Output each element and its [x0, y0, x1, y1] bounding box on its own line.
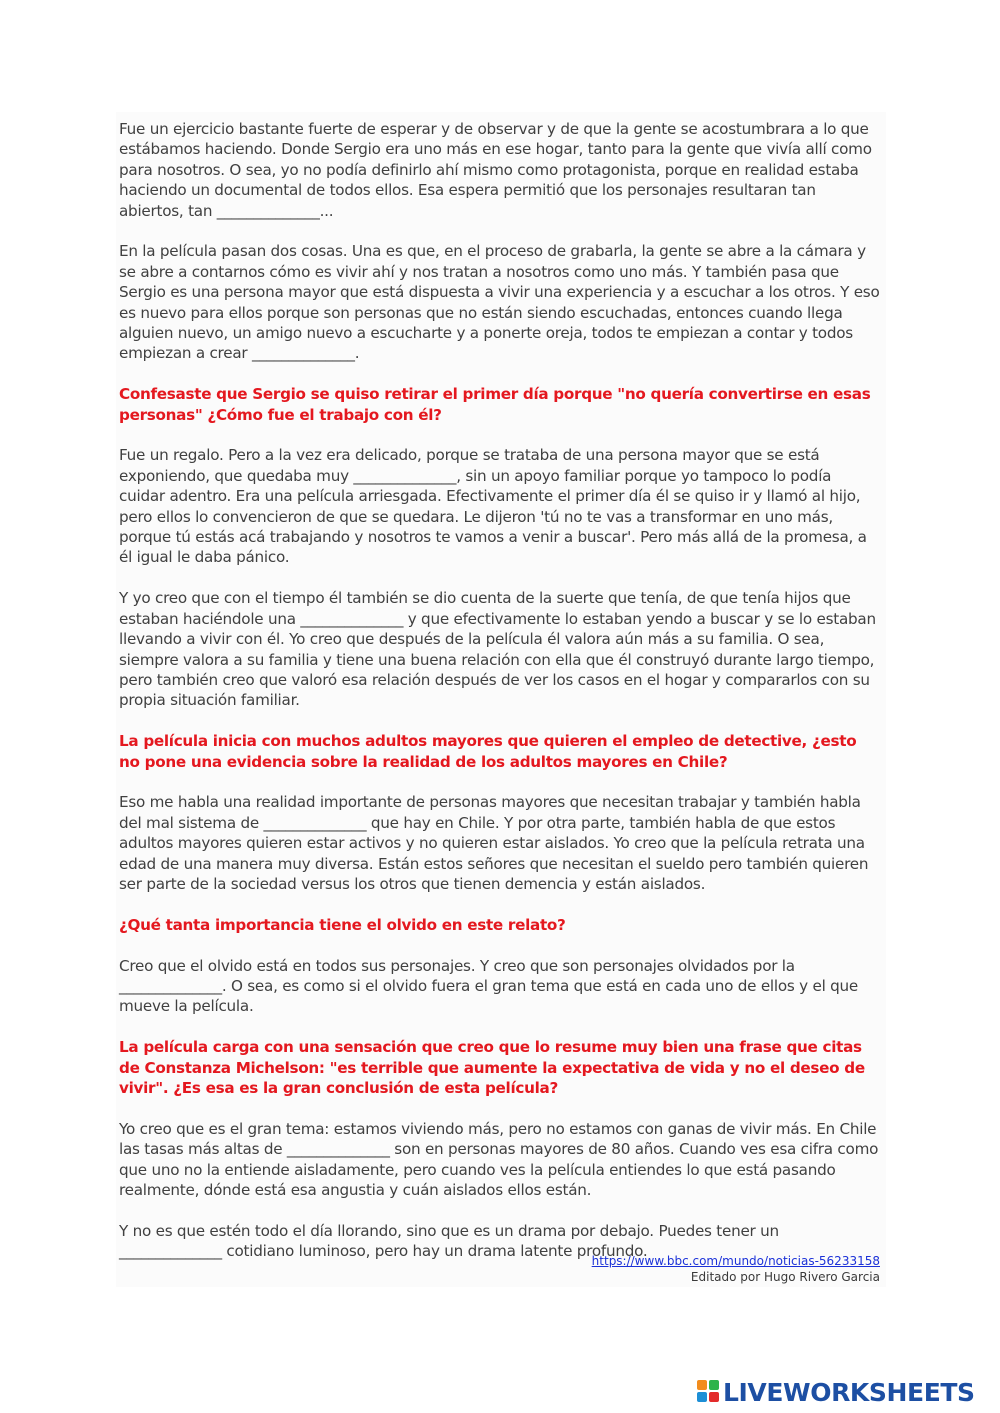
interview-question: ¿Qué tanta importancia tiene el olvido en este relato?	[119, 915, 566, 934]
answer-paragraph: Y yo creo que con el tiempo él también se dio cuenta de la suerte que tenía, de que tenía hijos que estaban haciéndole una ______________ y que efectivamente lo estaban yendo a buscar y se lo estaban llevando a vivir con él. Yo creo que después de la película él valora aún más a su familia. O sea, siempre valora a su familia y tiene una buena relación con ella que él construyó durante largo tiempo, pero también creo que valoró esa relación después de ver los casos en el hogar y compararlos con su propia situación familiar.	[119, 589, 876, 710]
article-body	[119, 119, 881, 1262]
answer-paragraph: Y no es que estén todo el día llorando, sino que es un drama por debajo. Puedes tener un ______________ cotidiano luminoso, pero hay un drama latente profundo.	[119, 1221, 779, 1261]
source-credit	[592, 1253, 880, 1285]
interview-question: La película inicia con muchos adultos mayores que quieren el empleo de detective, ¿esto no pone una evidencia sobre la realidad de los adultos mayores en Chile?	[119, 732, 857, 771]
logo-text: LIVEWORKSHEETS	[723, 1377, 975, 1407]
answer-paragraph: Fue un regalo. Pero a la vez era delicado, porque se trataba de una persona mayor que se está exponiendo, que quedaba muy ______________, sin un apoyo familiar porque yo tampoco lo podía cuidar adentro. Era una película arriesgada. Efectivamente el primer día él se quiso ir y llamó al hijo, pero ellos lo convencieron de que se quedara. Le dijeron 'tú no te vas a transformar en uno más, porque tú estás acá trabajando y nosotros te vamos a venir a buscar'. Pero más allá de la promesa, a él igual le daba pánico.	[119, 446, 867, 567]
answer-paragraph: En la película pasan dos cosas. Una es que, en el proceso de grabarla, la gente se abre a la cámara y se abre a contarnos cómo es vivir ahí y nos tratan a nosotros como uno más. Y también pasa que Sergio es una persona mayor que está dispuesta a vivir una experiencia y a escuchar a los otros. Y eso es nuevo para ellos porque son personas que no están siendo escuchadas, entonces cuando llega alguien nuevo, un amigo nuevo a escucharte y a ponerte oreja, todos te empiezan a contar y todos empiezan a crear ______________.	[119, 242, 880, 363]
interview-question: Confesaste que Sergio se quiso retirar el primer día porque "no quería convertirse en esas personas" ¿Cómo fue el trabajo con él?	[119, 385, 871, 424]
answer-paragraph: Creo que el olvido está en todos sus personajes. Y creo que son personajes olvidados por la ______________. O sea, es como si el olvido fuera el gran tema que está en cada uno de ellos y el que mueve la película.	[119, 956, 858, 1016]
interview-question: La película carga con una sensación que creo que lo resume muy bien una frase que citas de Constanza Michelson: "es terrible que aumente la expectativa de vida y no el deseo de vivir". ¿Es esa es la gran conclusión de esta película?	[119, 1038, 865, 1097]
source-link[interactable]: https://www.bbc.com/mundo/noticias-56233158	[591, 1254, 880, 1268]
answer-paragraph: Fue un ejercicio bastante fuerte de esperar y de observar y de que la gente se acostumbrara a lo que estábamos haciendo. Donde Sergio era uno más en ese hogar, tanto para la gente que vivía allí como para nosotros. O sea, yo no podía definirlo ahí mismo como protagonista, porque en realidad estaba haciendo un documental de todos ellos. Esa espera permitió que los personajes resultaran tan abiertos, tan ______________...	[119, 120, 872, 220]
editor-credit: Editado por Hugo Rivero Garcia	[690, 1270, 880, 1284]
liveworksheets-logo[interactable]	[697, 1378, 975, 1406]
answer-paragraph: Eso me habla una realidad importante de personas mayores que necesitan trabajar y también habla del mal sistema de ______________ que hay en Chile. Y por otra parte, también habla de que estos adultos mayores quieren estar activos y no quieren estar aislados. Yo creo que la película retrata una edad de una manera muy diversa. Están estos señores que necesitan el sueldo pero también quieren ser parte de la sociedad versus los otros que tienen demencia y están aislados.	[119, 793, 869, 893]
answer-paragraph: Yo creo que es el gran tema: estamos viviendo más, pero no estamos con ganas de vivir más. En Chile las tasas más altas de ______________ son en personas mayores de 80 años. Cuando ves esa cifra como que uno no la entiende aisladamente, pero cuando ves la película entiendes lo que está pasando realmente, dónde está esa angustia y cuán aislados ellos están.	[119, 1119, 879, 1199]
liveworksheets-icon	[697, 1380, 721, 1404]
